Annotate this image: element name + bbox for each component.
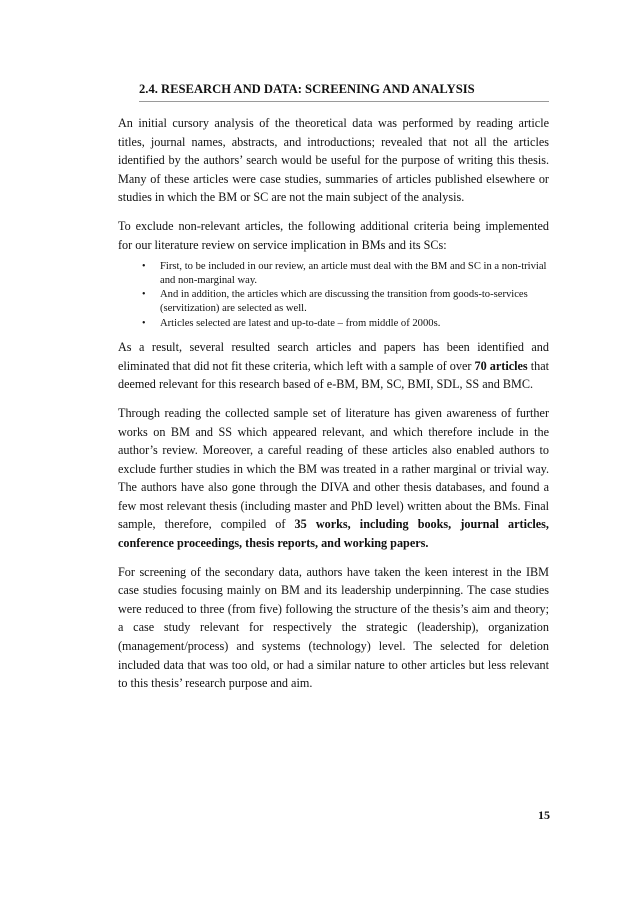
further-works-text: Through reading the collected sample set of literature has given awareness of further works on BM and SS which appeared relevant, and which therefore include in the author’s review. Moreover, a careful reading of these articles also enabled authors to exclude further studies in which the BM was treated in a rather marginal or trivial way. The authors have also gone through the DIVA and other thesis databases, and found a few most relevant thesis (including master and PhD level) written about the BMs. Final sample, therefore, compiled of bbox=[118, 405, 549, 532]
paragraph-further-works bbox=[118, 404, 549, 553]
paragraph-initial-analysis: An initial cursory analysis of the theoretical data was performed by reading article titles, journal names, abstracts, and introductions; revealed that not all the articles identified by the authors’ search would be useful for the purpose of writing this thesis. Many of these articles were case studies, summaries of articles published elsewhere or studies in which the BM or SC are not the main subject of the analysis. bbox=[118, 116, 549, 205]
criteria-item bbox=[142, 288, 549, 315]
criteria-item bbox=[142, 260, 549, 287]
criteria-list bbox=[118, 260, 549, 330]
final-sample-bold: 35 works, including books, journal articles, conference proceedings, thesis reports, and working papers. bbox=[118, 517, 549, 551]
sample-result-text: As a result, several resulted search articles and papers has been identified and eliminated that did not fit these criteria, which left with a sample of over bbox=[118, 340, 549, 373]
sample-count-bold: 70 articles bbox=[474, 358, 528, 373]
paragraph-exclusion-criteria: To exclude non-relevant articles, the following additional criteria being implemented for our literature review on service implication in BMs and its SCs: bbox=[118, 218, 549, 252]
section-heading: 2.4. RESEARCH AND DATA: SCREENING AND ANALYSIS bbox=[139, 82, 549, 102]
paragraph-secondary-data: For screening of the secondary data, authors have taken the keen interest in the IBM case studies focusing mainly on BM and its leadership underpinning. The case studies were reduced to three (from five) following the structure of the thesis’s aim and theory; a case study relevant for respectively the strategic (leadership), organization (management/process) and systems (technology) level. The selected for deletion included data that was too old, or had a similar nature to other articles but less relevant to this thesis’ research purpose and aim. bbox=[118, 564, 549, 691]
page-number: 15 bbox=[538, 808, 550, 822]
criteria-item-text: And in addition, the articles which are discussing the transition from goods-to-services (servitization) are selected as well. bbox=[160, 289, 528, 314]
bullet-icon: • bbox=[142, 317, 146, 329]
sample-result-text-end: that deemed relevant for this research based of e-BM, BM, SC, BMI, SDL, SS and BMC. bbox=[118, 358, 549, 392]
criteria-item bbox=[142, 317, 549, 331]
bullet-icon: • bbox=[142, 289, 146, 301]
bullet-icon: • bbox=[142, 261, 146, 273]
criteria-item-text: First, to be included in our review, an article must deal with the BM and SC in a non-trivial and non-marginal way. bbox=[160, 261, 547, 286]
criteria-item-text: Articles selected are latest and up-to-date – from middle of 2000s. bbox=[160, 317, 441, 329]
section-body bbox=[118, 114, 549, 703]
paragraph-sample-result bbox=[118, 338, 549, 394]
